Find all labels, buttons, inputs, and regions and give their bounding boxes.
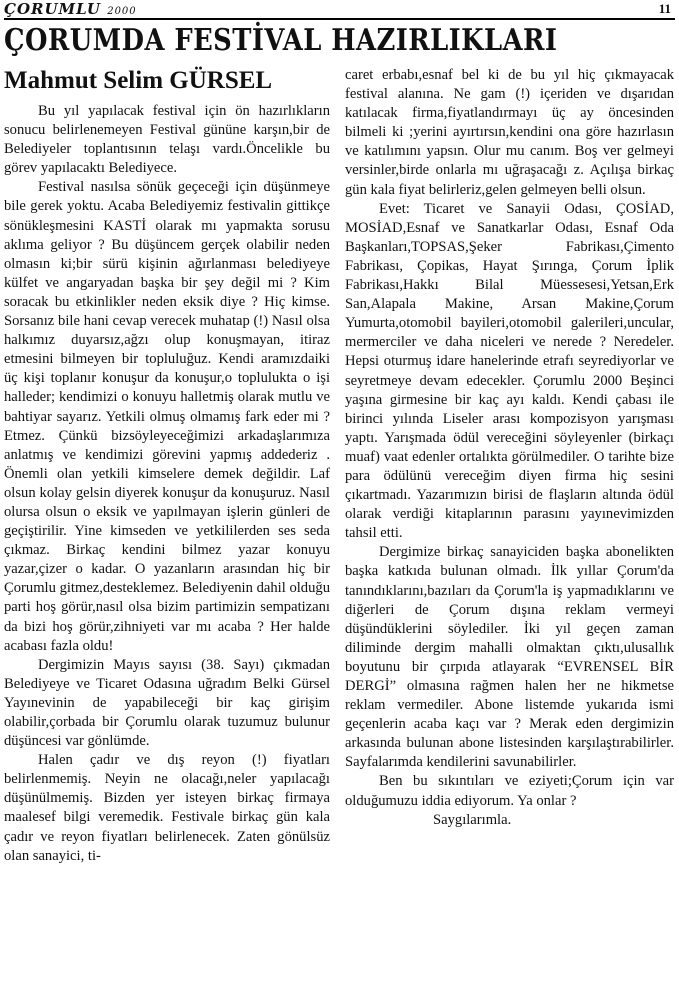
page-number: 11 — [658, 1, 671, 16]
body-paragraph-continued: caret erbabı,esnaf bel ki de bu yıl hiç çıkmayacak festival alanına. Ne gam (!) içeriden ve dışarıdan katılacak firma,fiyatlandırmayı üç ay öncesinden bilmeli ki ;yerini ayırtırsın,kendini ona göre hazırlasın ve katılımını yapsın. Olur mu canım. Boş ver gelmeyi versinler,birde onlarla mı uğraşacağı z. Açılışa birkaç gün kala fiyat belirleriz,gelen gelmeyen belli olsun. — [345, 67, 674, 198]
body-paragraph: Ben bu sıkıntıları ve eziyeti;Çorum için var olduğumuzu iddia ediyorum. Ya onlar ? — [345, 773, 674, 809]
body-paragraph: Halen çadır ve dış reyon (!) fiyatları belirlenmemiş. Neyin ne olacağı,neler yapılacağı düşünülmemiş. Bizden yer isteyen birkaç firmaya maalesef bilgi veremedik. Festivale birkaç gün kala çadır ve reyon fiyatları belirlenecek. Zaten gönülsüz olan sanayici, ti- — [4, 752, 330, 864]
publication-name — [4, 0, 137, 18]
left-column — [4, 66, 330, 866]
body-paragraph: Evet: Ticaret ve Sanayii Odası, ÇOSİAD, MOSİAD,Esnaf ve Sanatkarlar Odası, Esnaf Oda Başkanları,TOPSAS,Şeker Fabrikası,Çimento Fabrikası, Çopikas, Hayat Şırınga, Çorum İplik Fabrikası,Hakkı Bilal Müessesesi,Yetsan,Erk San,Alapala Makine, Arsan Makine,Çorum Yumurta,otomobil bayileri,otomobil galerileri,uncular, mermerciler ve daha niceleri ve nerede ? Neredeler. Hepsi oturmuş idare hanelerinde etrafı seyrediyorlar ve seyretmeye devam edecekler. Çorumlu 2000 Beşinci yaşına girmesine bir kaç ayı kaldı. Kendi çabası ile birinci yılında Liseler arası kompozisyon yarışması yaptı. Yarışmada ödül vereceğini söyleyenler (birkaçı muaf) vaat edenler ortalıkta görülmediler. O tarihte bize para ödülünü vereceğim diyen firma hiç sesini çıkartmadı. Yazarımızın birisi de flaşların altında ödül olarak verdiği kitaplarının parasını yayınevimizden tahsil etti. — [345, 200, 674, 542]
body-paragraph: Dergimize birkaç sanayiciden başka abonelikten başka katkıda bulunan olmadı. İlk yıllar Çorum'da tanındıklarını,bazıları da Çorum'la iş yapmadıklarını ve diğerleri de Çorum dışına reklam vermeyi düşündüklerini söylediler. İki yıl geçen zaman diliminde dergim mahalli olmaktan çıktı,ulusallık boyutunu bir çırpıda atlayarak “EVRENSEL BİR DERGİ” olmasına rağmen halen her ne hikmetse reklam vermediler. Abone listemde yukarıda ismi geçenlerin acaba kaçı var ? Merak eden dergimizin arkasında bulunan abone listesinden karşılaştırabilirler. Sayfalarımda kendilerini savunabilirler. — [345, 544, 674, 771]
body-paragraph: Dergimizin Mayıs sayısı (38. Sayı) çıkmadan Belediyeye ve Ticaret Odasına uğradım Belki Gürsel Yayınevinin de yapabileceği bir kaç girişim olabilir,çorbada bir Çorumlu olarak tuzumuz bulunur düşüncesi var gönlümde. — [4, 656, 330, 750]
publication-title: ÇORUMLU — [4, 0, 101, 18]
article-headline: ÇORUMDA FESTİVAL HAZIRLIKLARI — [4, 23, 558, 58]
body-paragraph: Bu yıl yapılacak festival için ön hazırlıkların sonucu belirlenemeyen Festival gününe karşın,bir de Belediyeler toplantısının telaşı vardı.Öncelikle bu görev yapılacaktı Belediyece. — [4, 103, 330, 177]
right-column — [345, 66, 674, 830]
author-byline: Mahmut Selim GÜRSEL — [4, 67, 273, 94]
body-paragraph: Festival nasılsa sönük geçeceği için düşünmeye bile gerek yoktu. Acaba Belediyemiz festivalin gittikçe sönükleşmesini KASTİ olarak mı yapmakta sorusu aklıma geliyor ? Bu düşüncem gerçek olabilir neden olmasın ki;bir sürü kişinin ağırlanması belediyeye külfet ve angaryadan başka bir şey değil mi ? Kim soracak bu etkinlikler neden eksik diye ? Hiç kimse. Sorsanız bile hani cevap verecek muhatap (!) Nasıl olsa halkımız duyarsız,ağzı olup konuşmayan, itiraz etmesini bilmeyen bir topluluğuz. Kendi aramızdaiki üç kişi toplanır konuşur da konuşur,o toplulukta o işi halleder; kendimizi o konuyu halletmiş olarak mutlu ve bahtiyar sayarız. Yetkili olmuş olmamış fark eder mi ? Etmez. Çünkü bizsöyleyeceğimizi arkadaşlarımıza anlatmış ve kendimizi görevini yapmış addederiz . Önemli olan yetkili kimselere demek değildir. Laf olsun kolay gelsin diyerek konuşur da konuşuruz. Nasıl olursa olsun o eksik ve yapılmayan işlerin günleri de geçiştirilir. Yine kimseden ve yetkililerden ses seda çıkmaz. Birkaç kendini bilmez yazar konuyu yazar,çizer o kadar. O yazanların arasından hiç bir Çorumlu gitmez,desteklemez. Belediyenin dahil olduğu parti hoş görür,nasıl olsa bizim partimizin sempatizanı da bizi hoş görür,zihniyeti var mı acaba ? Her halde acabası fazla oldu! — [4, 179, 330, 654]
publication-year: 2000 — [107, 6, 137, 17]
sign-off: Saygılarımla. — [433, 811, 512, 828]
header-rule — [4, 18, 675, 20]
page-header — [0, 0, 679, 20]
